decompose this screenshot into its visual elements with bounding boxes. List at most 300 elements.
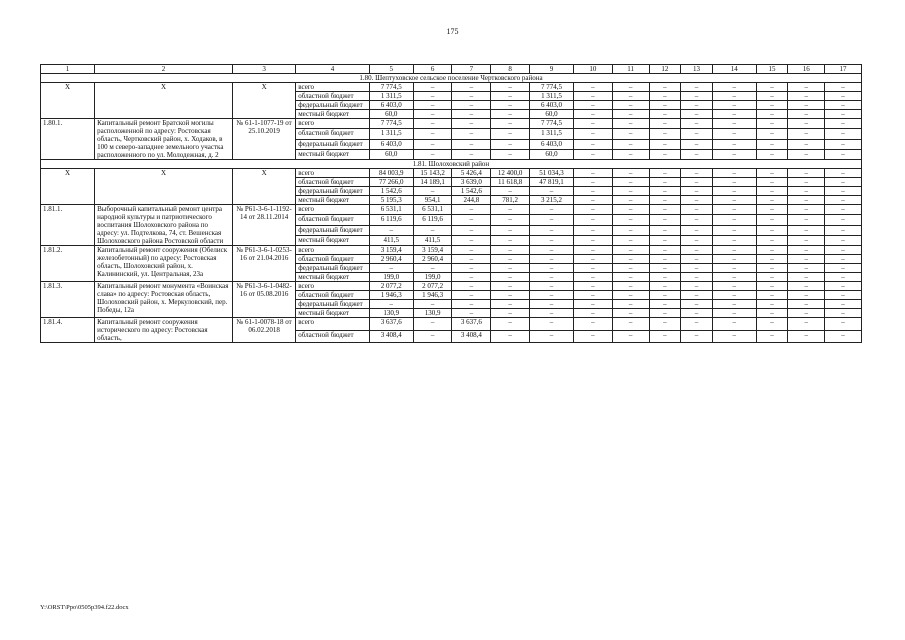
value-cell: – (825, 139, 862, 149)
value-cell: – (413, 330, 452, 343)
value-cell: – (530, 300, 574, 309)
value-cell: – (612, 246, 649, 255)
value-cell: 6 403,0 (369, 101, 413, 110)
value-cell: – (681, 300, 713, 309)
value-cell: – (712, 309, 756, 318)
value-cell: – (788, 196, 825, 205)
value-cell: – (788, 205, 825, 215)
value-cell: – (756, 169, 788, 178)
value-cell: – (612, 205, 649, 215)
value-cell: – (756, 291, 788, 300)
value-cell: – (825, 246, 862, 255)
column-number-cell: 14 (712, 65, 756, 74)
object-name-cell: Капитальный ремонт Братской могилы расположенной по адресу: Ростовская область, Чертковский район, х. Ходаков, в 100 м северо-западнее земельного участка расположенного по ул. Молодежная, д. 2 (95, 119, 233, 160)
object-name-cell: Капитальный ремонт сооружения исторического по адресу: Ростовская область, (95, 318, 233, 343)
value-cell: – (756, 178, 788, 187)
value-cell: – (712, 215, 756, 225)
value-cell: – (756, 149, 788, 159)
value-cell: – (612, 318, 649, 331)
value-cell: – (788, 83, 825, 92)
value-cell: – (756, 300, 788, 309)
value-cell: – (413, 187, 452, 196)
value-cell: – (825, 110, 862, 119)
value-cell: – (825, 215, 862, 225)
value-cell: – (649, 83, 681, 92)
value-cell: – (491, 282, 530, 291)
value-cell: – (612, 83, 649, 92)
table-row (41, 205, 862, 215)
value-cell: – (788, 282, 825, 291)
funding-source-cell: областной бюджет (296, 255, 370, 264)
value-cell: – (825, 149, 862, 159)
document-number-cell: № Р61-3-6-1-0253-16 от 21.04.2016 (232, 246, 295, 282)
value-cell: – (756, 101, 788, 110)
value-cell: – (573, 83, 612, 92)
value-cell: 411,5 (369, 235, 413, 245)
value-cell: – (573, 215, 612, 225)
column-number-cell: 3 (232, 65, 295, 74)
value-cell: – (573, 273, 612, 282)
value-cell: – (756, 273, 788, 282)
section-heading: 1.80. Шептуховское сельское поселение Чертковского района (41, 74, 862, 83)
document-number-cell: № 61-1-0078-18 от 06.02.2018 (232, 318, 295, 343)
funding-source-cell: областной бюджет (296, 330, 370, 343)
value-cell: 199,0 (413, 273, 452, 282)
value-cell: – (756, 225, 788, 235)
value-cell: – (612, 110, 649, 119)
value-cell: – (756, 196, 788, 205)
value-cell: – (649, 178, 681, 187)
column-number-cell: 9 (530, 65, 574, 74)
section-heading: 1.81. Шолоховский район (41, 160, 862, 169)
value-cell: – (491, 92, 530, 101)
value-cell: – (788, 255, 825, 264)
value-cell: – (756, 235, 788, 245)
value-cell: – (681, 330, 713, 343)
object-name-cell: Х (95, 83, 233, 119)
value-cell: – (788, 149, 825, 159)
value-cell: – (681, 215, 713, 225)
value-cell: – (649, 318, 681, 331)
value-cell: – (491, 264, 530, 273)
funding-source-cell: федеральный бюджет (296, 101, 370, 110)
value-cell: – (413, 129, 452, 139)
value-cell: – (825, 318, 862, 331)
column-number-cell: 5 (369, 65, 413, 74)
funding-source-cell: федеральный бюджет (296, 225, 370, 235)
value-cell: – (825, 92, 862, 101)
funding-source-cell: местный бюджет (296, 273, 370, 282)
value-cell: – (788, 273, 825, 282)
value-cell: – (825, 187, 862, 196)
value-cell: – (712, 291, 756, 300)
value-cell: – (712, 101, 756, 110)
value-cell: 781,2 (491, 196, 530, 205)
value-cell: – (573, 225, 612, 235)
value-cell: – (413, 101, 452, 110)
document-number-cell: № Р61-3-6-1-0482-16 от 05.08.2016 (232, 282, 295, 318)
item-number-cell: 1.81.1. (41, 205, 95, 246)
column-number-cell: 8 (491, 65, 530, 74)
value-cell: – (681, 282, 713, 291)
value-cell: – (756, 83, 788, 92)
value-cell: – (612, 139, 649, 149)
value-cell: – (612, 309, 649, 318)
value-cell: – (612, 149, 649, 159)
table-row (41, 318, 862, 331)
value-cell: – (712, 300, 756, 309)
value-cell: – (612, 92, 649, 101)
value-cell: – (681, 309, 713, 318)
value-cell: 1 311,5 (369, 92, 413, 101)
value-cell: – (756, 318, 788, 331)
value-cell: – (756, 110, 788, 119)
value-cell: – (681, 246, 713, 255)
funding-source-cell: областной бюджет (296, 178, 370, 187)
value-cell: – (649, 119, 681, 129)
value-cell: – (649, 291, 681, 300)
value-cell: – (369, 225, 413, 235)
value-cell: – (756, 282, 788, 291)
value-cell: 7 774,5 (369, 83, 413, 92)
value-cell: 2 960,4 (369, 255, 413, 264)
value-cell: – (452, 119, 491, 129)
value-cell: – (452, 235, 491, 245)
value-cell: – (413, 264, 452, 273)
object-name-cell: Капитальный ремонт монумента «Воинская слава» по адресу: Ростовская область, Шолоховский район, х. Меркуловский, пер. Победы, 12а (95, 282, 233, 318)
value-cell: – (573, 139, 612, 149)
value-cell: – (825, 282, 862, 291)
value-cell: – (825, 129, 862, 139)
column-number-cell: 6 (413, 65, 452, 74)
value-cell: – (491, 246, 530, 255)
value-cell: – (825, 264, 862, 273)
value-cell: 6 403,0 (530, 101, 574, 110)
value-cell: – (649, 129, 681, 139)
value-cell: 1 542,6 (452, 187, 491, 196)
value-cell: – (612, 264, 649, 273)
section-heading-row (41, 160, 862, 169)
value-cell: – (788, 246, 825, 255)
value-cell: – (612, 129, 649, 139)
value-cell: – (756, 215, 788, 225)
value-cell: 3 215,2 (530, 196, 574, 205)
value-cell: – (712, 264, 756, 273)
value-cell: – (612, 235, 649, 245)
value-cell: – (681, 291, 713, 300)
funding-source-cell: областной бюджет (296, 291, 370, 300)
value-cell: – (530, 205, 574, 215)
value-cell: – (681, 196, 713, 205)
value-cell: – (491, 273, 530, 282)
value-cell: – (612, 101, 649, 110)
value-cell: 6 403,0 (369, 139, 413, 149)
value-cell: – (452, 129, 491, 139)
value-cell: – (491, 318, 530, 331)
value-cell: – (712, 318, 756, 331)
value-cell: 6 531,1 (413, 205, 452, 215)
value-cell: – (712, 235, 756, 245)
budget-table (40, 64, 862, 343)
value-cell: – (491, 149, 530, 159)
document-number-cell: № Р61-3-6-1-1192-14 от 28.11.2014 (232, 205, 295, 246)
object-name-cell: Капитальный ремонт сооружения (Обелиск железобетонный) по адресу: Ростовская область, Шолоховский район, х. Калининский, ул. Центральная, 23а (95, 246, 233, 282)
value-cell: – (452, 205, 491, 215)
value-cell: – (573, 149, 612, 159)
value-cell: – (649, 169, 681, 178)
value-cell: – (649, 282, 681, 291)
value-cell: – (712, 178, 756, 187)
value-cell: – (491, 187, 530, 196)
value-cell: – (573, 187, 612, 196)
column-number-cell: 10 (573, 65, 612, 74)
value-cell: 60,0 (369, 149, 413, 159)
value-cell: 3 639,0 (452, 178, 491, 187)
funding-source-cell: всего (296, 169, 370, 178)
value-cell: – (825, 225, 862, 235)
value-cell: – (825, 205, 862, 215)
column-number-cell: 7 (452, 65, 491, 74)
value-cell: 130,9 (413, 309, 452, 318)
table-row (41, 282, 862, 291)
value-cell: – (788, 119, 825, 129)
value-cell: – (649, 300, 681, 309)
value-cell: – (788, 318, 825, 331)
value-cell: – (712, 187, 756, 196)
value-cell: – (530, 309, 574, 318)
value-cell: – (788, 330, 825, 343)
value-cell: 411,5 (413, 235, 452, 245)
value-cell: – (491, 129, 530, 139)
value-cell: 954,1 (413, 196, 452, 205)
value-cell: – (788, 178, 825, 187)
value-cell: – (413, 119, 452, 129)
value-cell: – (369, 264, 413, 273)
value-cell: – (712, 129, 756, 139)
value-cell: – (491, 83, 530, 92)
value-cell: – (649, 187, 681, 196)
value-cell: – (756, 187, 788, 196)
value-cell: – (681, 205, 713, 215)
value-cell: – (491, 235, 530, 245)
item-number-cell: 1.80.1. (41, 119, 95, 160)
value-cell: – (788, 215, 825, 225)
value-cell: – (612, 178, 649, 187)
value-cell: – (452, 101, 491, 110)
funding-source-cell: областной бюджет (296, 92, 370, 101)
value-cell: – (681, 273, 713, 282)
value-cell: – (681, 225, 713, 235)
column-number-cell: 16 (788, 65, 825, 74)
value-cell: 5 195,3 (369, 196, 413, 205)
value-cell: – (530, 318, 574, 331)
value-cell: 5 426,4 (452, 169, 491, 178)
value-cell: – (491, 225, 530, 235)
value-cell: 51 034,3 (530, 169, 574, 178)
value-cell: – (649, 215, 681, 225)
value-cell: – (649, 264, 681, 273)
value-cell: – (649, 101, 681, 110)
value-cell: – (573, 330, 612, 343)
value-cell: – (788, 291, 825, 300)
funding-source-cell: всего (296, 205, 370, 215)
value-cell: – (491, 330, 530, 343)
value-cell: 7 774,5 (530, 83, 574, 92)
value-cell: – (712, 273, 756, 282)
value-cell: – (681, 110, 713, 119)
value-cell: – (573, 178, 612, 187)
value-cell: – (756, 330, 788, 343)
value-cell: – (649, 149, 681, 159)
item-number-cell: 1.81.2. (41, 246, 95, 282)
value-cell: – (452, 110, 491, 119)
value-cell: 60,0 (530, 110, 574, 119)
value-cell: 12 400,0 (491, 169, 530, 178)
page-number: 175 (446, 27, 459, 36)
value-cell: – (681, 92, 713, 101)
value-cell: – (712, 205, 756, 215)
value-cell: – (788, 129, 825, 139)
value-cell: – (681, 255, 713, 264)
funding-source-cell: всего (296, 83, 370, 92)
value-cell: – (413, 139, 452, 149)
value-cell: – (573, 264, 612, 273)
table-row (41, 169, 862, 178)
value-cell: – (756, 255, 788, 264)
value-cell: – (788, 101, 825, 110)
value-cell: – (756, 92, 788, 101)
value-cell: – (491, 215, 530, 225)
value-cell: 3 159,4 (369, 246, 413, 255)
value-cell: – (573, 291, 612, 300)
value-cell: – (573, 101, 612, 110)
column-number-cell: 13 (681, 65, 713, 74)
value-cell: – (788, 169, 825, 178)
value-cell: – (788, 225, 825, 235)
value-cell: – (612, 187, 649, 196)
value-cell: – (452, 149, 491, 159)
value-cell: – (452, 246, 491, 255)
value-cell: – (452, 215, 491, 225)
value-cell: – (756, 129, 788, 139)
funding-source-cell: всего (296, 282, 370, 291)
item-number-cell: 1.81.4. (41, 318, 95, 343)
value-cell: – (681, 178, 713, 187)
value-cell: – (573, 246, 612, 255)
value-cell: 130,9 (369, 309, 413, 318)
value-cell: – (491, 291, 530, 300)
value-cell: – (452, 139, 491, 149)
value-cell: 2 077,2 (369, 282, 413, 291)
value-cell: – (649, 246, 681, 255)
value-cell: – (712, 255, 756, 264)
value-cell: – (530, 187, 574, 196)
value-cell: – (491, 205, 530, 215)
value-cell: 15 143,2 (413, 169, 452, 178)
value-cell: – (825, 119, 862, 129)
value-cell: – (681, 187, 713, 196)
value-cell: – (413, 92, 452, 101)
value-cell: – (649, 225, 681, 235)
value-cell: – (712, 139, 756, 149)
file-path-footer: Y:\ORST\Ppo\0505p394.f22.docx (40, 604, 129, 611)
value-cell: – (530, 235, 574, 245)
value-cell: – (491, 101, 530, 110)
value-cell: 47 819,1 (530, 178, 574, 187)
value-cell: – (573, 169, 612, 178)
value-cell: – (612, 169, 649, 178)
value-cell: – (612, 119, 649, 129)
value-cell: 1 946,3 (369, 291, 413, 300)
value-cell: – (573, 235, 612, 245)
value-cell: – (649, 273, 681, 282)
value-cell: – (756, 205, 788, 215)
value-cell: 3 637,6 (369, 318, 413, 331)
funding-source-cell: местный бюджет (296, 235, 370, 245)
value-cell: – (413, 318, 452, 331)
value-cell: – (452, 264, 491, 273)
column-number-cell: 11 (612, 65, 649, 74)
value-cell: – (452, 92, 491, 101)
value-cell: – (530, 246, 574, 255)
value-cell: 6 119,6 (413, 215, 452, 225)
funding-source-cell: федеральный бюджет (296, 187, 370, 196)
table-row (41, 83, 862, 92)
value-cell: – (681, 101, 713, 110)
value-cell: – (649, 255, 681, 264)
value-cell: – (712, 92, 756, 101)
value-cell: – (756, 119, 788, 129)
value-cell: – (825, 178, 862, 187)
value-cell: – (756, 139, 788, 149)
value-cell: 1 311,5 (530, 92, 574, 101)
value-cell: – (530, 215, 574, 225)
value-cell: – (612, 282, 649, 291)
value-cell: 6 531,1 (369, 205, 413, 215)
value-cell: – (649, 205, 681, 215)
value-cell: – (530, 264, 574, 273)
item-number-cell: 1.81.3. (41, 282, 95, 318)
value-cell: – (413, 300, 452, 309)
value-cell: – (530, 330, 574, 343)
value-cell: – (756, 246, 788, 255)
value-cell: – (681, 149, 713, 159)
value-cell: – (369, 300, 413, 309)
value-cell: 11 618,8 (491, 178, 530, 187)
value-cell: – (825, 300, 862, 309)
funding-source-cell: всего (296, 318, 370, 331)
value-cell: – (649, 92, 681, 101)
funding-source-cell: местный бюджет (296, 309, 370, 318)
value-cell: – (530, 291, 574, 300)
value-cell: 1 946,3 (413, 291, 452, 300)
value-cell: – (530, 273, 574, 282)
value-cell: – (681, 129, 713, 139)
value-cell: – (452, 255, 491, 264)
value-cell: – (612, 215, 649, 225)
value-cell: – (712, 196, 756, 205)
value-cell: 6 119,6 (369, 215, 413, 225)
value-cell: – (491, 110, 530, 119)
value-cell: – (712, 119, 756, 129)
funding-source-cell: областной бюджет (296, 129, 370, 139)
value-cell: 1 311,5 (369, 129, 413, 139)
value-cell: 14 189,1 (413, 178, 452, 187)
value-cell: 2 960,4 (413, 255, 452, 264)
value-cell: – (649, 235, 681, 245)
value-cell: – (681, 264, 713, 273)
value-cell: – (452, 225, 491, 235)
